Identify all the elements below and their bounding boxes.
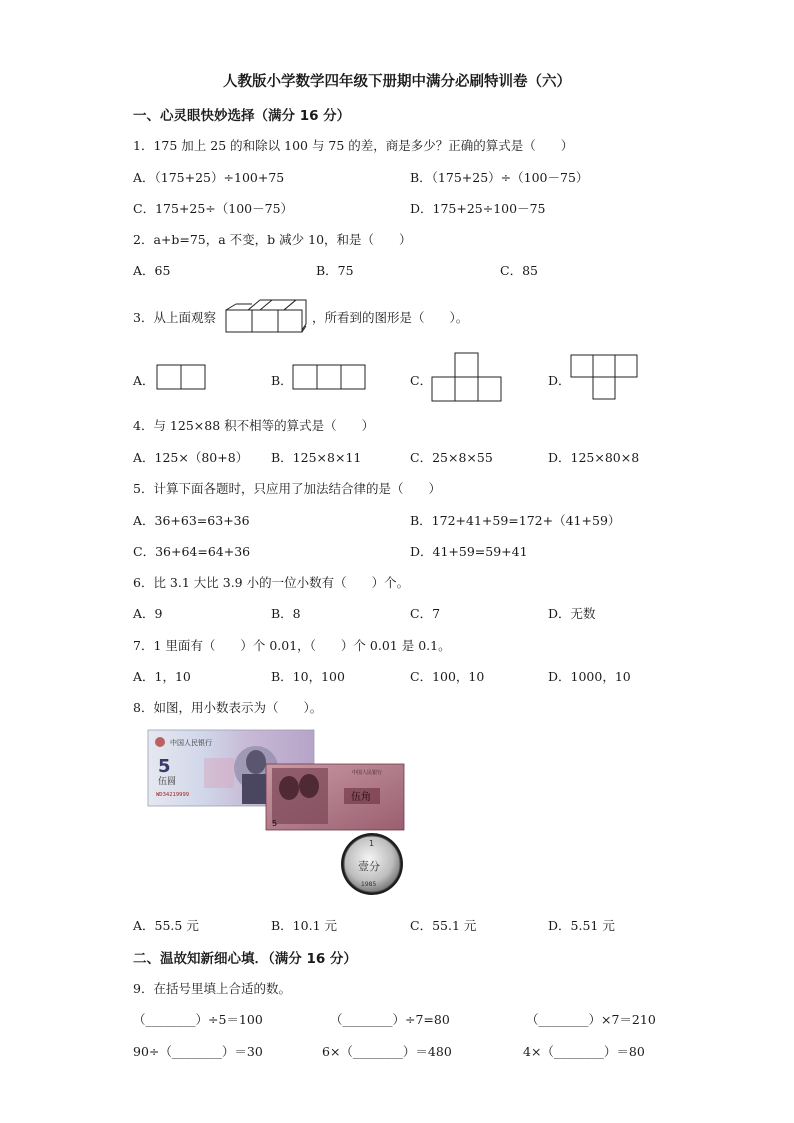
coin-year: 1985 (361, 881, 377, 888)
q3-option-b-label: B． (271, 373, 293, 388)
five-jiao-note (266, 764, 404, 830)
q6-option-c: C．7 (410, 606, 441, 621)
section-1-heading: 一、心灵眼快妙选择（满分 16 分） (133, 108, 351, 124)
note5-denomination: 5 (158, 756, 171, 777)
note5-bank-name: 中国人民银行 (170, 739, 212, 747)
q9-blank-3: （________）×7＝210 (526, 1012, 656, 1027)
q3-option-b-figure (292, 364, 368, 392)
q8-option-d: D．5.51 元 (548, 918, 615, 933)
q1-option-a: A．（175+25）÷100+75 (133, 170, 285, 185)
q4-option-d: D．125×80×8 (548, 450, 640, 465)
q7-option-c: C．100，10 (410, 669, 485, 684)
q8-option-a: A．55.5 元 (133, 918, 199, 933)
q8-money-illustration (146, 728, 416, 900)
q3-option-c-label: C． (410, 373, 433, 388)
q4-option-a: A．125×（80+8） (133, 450, 249, 465)
coin-name: 壹分 (358, 860, 380, 873)
q2-option-c: C．85 (500, 263, 538, 278)
question-4: 4．与 125×88 积不相等的算式是（ ） (133, 418, 375, 433)
one-fen-coin (341, 833, 403, 895)
q7-option-b: B．10，100 (271, 669, 345, 684)
q9-blank-2: （________）÷7=80 (330, 1012, 450, 1027)
note5j-denomination: 5 (272, 819, 278, 828)
q4-option-c: C．25×8×55 (410, 450, 493, 465)
q6-option-a: A．9 (133, 606, 163, 621)
q4-option-b: B．125×8×11 (271, 450, 362, 465)
q7-option-a: A．1，10 (133, 669, 191, 684)
section-2-heading: 二、温故知新细心填．（满分 16 分） (133, 951, 357, 967)
question-5: 5．计算下面各题时，只应用了加法结合律的是（ ） (133, 481, 441, 496)
q8-option-b: B．10.1 元 (271, 918, 337, 933)
q3-option-d-label: D． (548, 373, 571, 388)
q7-option-d: D．1000，10 (548, 669, 631, 684)
q6-option-b: B．8 (271, 606, 301, 621)
q9-blank-4: 90÷（________）＝30 (133, 1044, 263, 1059)
question-8: 8．如图，用小数表示为（ ）。 (133, 700, 323, 715)
coin-denomination: 1 (369, 839, 375, 848)
q2-option-a: A．65 (133, 263, 171, 278)
note5j-bank-name: 中国人民银行 (352, 770, 383, 776)
q3-cube-figure (224, 298, 308, 336)
question-3-stem-end: ，所看到的图形是（ ）。 (312, 310, 469, 325)
q1-option-c: C．175+25÷（100－75） (133, 201, 294, 216)
q5-option-b: B．172+41+59=172+（41+59） (410, 513, 621, 528)
q9-blank-5: 6×（________）＝480 (322, 1044, 452, 1059)
question-6: 6．比 3.1 大比 3.9 小的一位小数有（ ）个。 (133, 575, 410, 590)
q9-blank-1: （________）÷5＝100 (133, 1012, 263, 1027)
q6-option-d: D．无数 (548, 606, 596, 621)
q9-blank-6: 4×（________）＝80 (523, 1044, 645, 1059)
q1-option-d: D．175+25÷100－75 (410, 201, 546, 216)
question-2: 2．a+b=75，a 不变，b 减少 10，和是（ ） (133, 232, 412, 247)
note5-name: 伍圆 (158, 777, 177, 787)
question-7: 7．1 里面有（ ）个 0.01，（ ）个 0.01 是 0.1。 (133, 638, 451, 653)
note5j-name: 伍角 (351, 792, 371, 803)
q5-option-d: D．41+59=59+41 (410, 544, 528, 559)
question-9: 9．在括号里填上合适的数。 (133, 981, 291, 996)
q8-option-c: C．55.1 元 (410, 918, 477, 933)
q1-option-b: B．（175+25）÷（100－75） (410, 170, 589, 185)
q3-option-d-figure (570, 354, 640, 402)
q5-option-a: A．36+63=63+36 (133, 513, 250, 528)
q3-option-a-label: A． (133, 373, 155, 388)
q5-option-c: C．36+64=64+36 (133, 544, 251, 559)
q2-option-b: B．75 (316, 263, 354, 278)
q3-option-c-figure (431, 352, 505, 404)
note5-serial: WD34219999 (156, 792, 190, 798)
q3-option-a-figure (156, 364, 208, 392)
page-title: 人教版小学数学四年级下册期中满分必刷特训卷（六） (223, 74, 571, 90)
question-3-stem: 3．从上面观察 (133, 310, 216, 325)
question-1: 1．175 加上 25 的和除以 100 与 75 的差，商是多少？正确的算式是（ ） (133, 138, 574, 153)
